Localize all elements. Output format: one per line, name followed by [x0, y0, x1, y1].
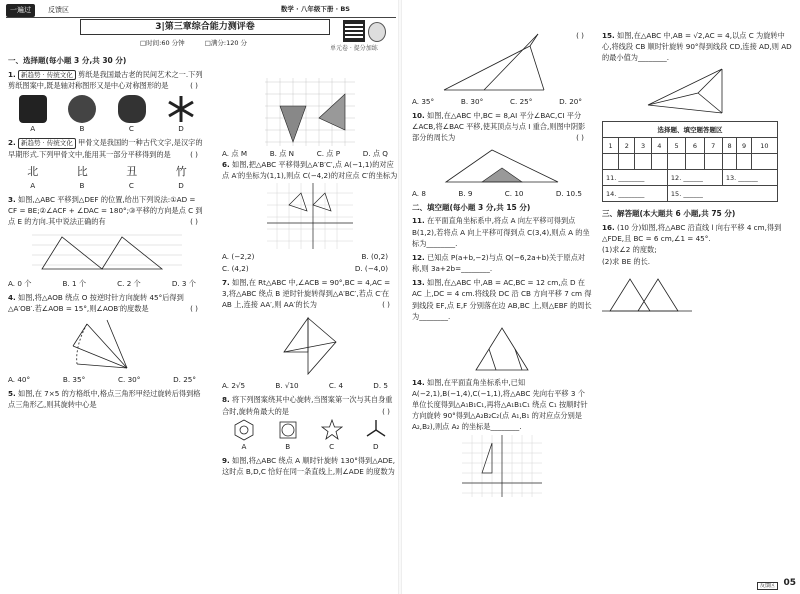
q5-options — [222, 148, 398, 159]
option-b[interactable]: B. 1 个 — [62, 278, 87, 288]
answer-cell[interactable] — [722, 154, 736, 170]
option-a[interactable]: A. 2√5 — [222, 381, 246, 391]
oracle-glyph-a: 北 — [27, 164, 39, 178]
snowflake-icon — [167, 95, 195, 123]
option-d[interactable]: D — [178, 124, 184, 134]
question-8: 8. 将下列图案绕其中心旋转,当图案第一次与其自身重合时,旋转角最大的是 ( ) A B C D — [222, 394, 398, 451]
option-b[interactable]: B — [79, 124, 85, 134]
question-15: 15. 如图,在△ABC 中,AB = √2,AC = 4,以点 C 为旋转中心,将线段 CB 顺时针旋转 90°得到线段 CD,连接 AD,则 AD 的最小值为________. — [602, 30, 792, 117]
option-a[interactable]: A. 40° — [8, 375, 31, 385]
question-9-cont: ( ) A. 35° B. 30° C. 25° D. 20° — [412, 30, 592, 107]
star-icon — [321, 419, 343, 441]
question-3: 3. 如图,△ABC 平移到△DEF 的位置,给出下列说法:①AD = CF = BE;②∠ACF + ∠DAC = 180°;③平移的方向是点 C 到点 E 的方向.其中说法正确的有 ( ) A. 0 个 B. 1 个 C. 2 个 D. 3 个 — [8, 194, 206, 289]
column-4 — [602, 30, 792, 320]
answer-num: 1 — [603, 138, 619, 154]
coordinate-figure — [267, 183, 353, 249]
paper-cut-figures — [8, 95, 206, 123]
question-7: 7. 如图,在 Rt△ABC 中,∠ACB = 90°,BC = 4,AC = 3,将△ABC 绕点 B 逆时针旋转得到△A′BC′,若点 C′在 AB 上,连接 AA′,则 AA′的长为 ( ) A. 2√5 B. √10 C. 4 D. 5 — [222, 277, 398, 392]
option-b[interactable]: B. 30° — [460, 97, 484, 106]
question-9: 9. 如图,将△ABC 绕点 A 顺时针旋转 130°得到△ADE,这时点 B,D,C 恰好在同一条直线上,则∠ADE 的度数为 — [222, 455, 396, 477]
option-c[interactable]: C. 25° — [509, 97, 533, 106]
fill-15[interactable]: 15. ______ — [667, 186, 777, 202]
option-b[interactable]: B. 9 — [458, 188, 473, 198]
option-c[interactable]: C — [128, 181, 134, 191]
question-14: 14. 如图,在平面直角坐标系中,已知 A(−2,1),B(−1,4),C(−1,1),将△ABC 先向右平移 3 个单位长度得到△A₁B₁C₁,再将△A₁B₁C₁ 绕点 C₁ 按顺时针方向旋转 90°得到△A₂B₂C₂(点 A₁,B₁ 的对应点分别是 A₂,B₂),则点 A₂ 的坐标是________. — [412, 377, 592, 497]
q10-options — [412, 188, 592, 199]
question-4: 4. 如图,将△AOB 绕点 O 按逆时针方向旋转 45°后得到△A′OB′.若∠AOB = 15°,则∠AOB′的度数是 ( ) A. 40° B. 35° C. 30° D. 25° — [8, 292, 206, 385]
exam-info — [140, 38, 265, 48]
answer-cell[interactable] — [704, 154, 722, 170]
q8-options — [222, 441, 398, 452]
square-flower-icon — [277, 419, 299, 441]
page-header — [6, 2, 396, 18]
question-6: 6. 如图,把△ABC 平移得到△A′B′C′,点 A(−1,1)的对应点 A′的坐标为(1,1),则点 C(−4,2)的对应点 C′的坐标为 A. (−2,2) B. (0,2) C. (4,2) D. (−4,0) — [222, 160, 398, 273]
option-d[interactable]: D — [178, 181, 184, 191]
score-label: □满分:120 分 — [204, 39, 248, 47]
answer-cell[interactable] — [686, 154, 704, 170]
q7-options — [222, 380, 398, 391]
fill-11[interactable]: 11. ________ — [603, 170, 668, 186]
question-2: 2. 新趋势 · 传统文化 甲骨文是我国的一种古代文字,是汉字的早期形式.下列甲骨文中,能用其一部分平移得到的是 ( ) 北 比 丑 竹 A B C D — [8, 137, 206, 191]
q1-options — [8, 123, 206, 134]
column-1 — [8, 52, 206, 414]
coordinate-grid-figure — [462, 435, 542, 497]
rt-triangle-figure — [278, 312, 342, 378]
question-tag: 新趋势 · 传统文化 — [18, 70, 76, 80]
rotation-segment-figure — [642, 65, 752, 117]
option-a[interactable]: A — [30, 181, 36, 191]
time-label: □时间:60 分钟 — [140, 39, 185, 47]
footer-label: 反馈区 — [757, 582, 778, 590]
section-title: 一、选择题(每小题 3 分,共 30 分) — [8, 56, 127, 65]
option-b[interactable]: B — [79, 181, 85, 191]
option-b[interactable]: B. 35° — [62, 375, 86, 385]
oracle-glyph-c: 丑 — [126, 164, 138, 178]
fill-14[interactable]: 14. ________ — [603, 186, 668, 202]
answer-num: 2 — [619, 138, 635, 154]
answer-num: 8 — [722, 138, 736, 154]
question-12: 12. 已知点 P(a+b,−2)与点 Q(−6,2a+b)关于原点对称,则 3a+2b=________. — [412, 252, 585, 274]
option-c[interactable]: C. 4 — [328, 381, 344, 391]
incenter-figure — [442, 146, 562, 186]
brand-logo: 一遍过 — [6, 4, 35, 17]
q6-options-row1 — [222, 251, 398, 262]
question-13: 13. 如图,在△ABC 中,AB = AC,BC = 12 cm,点 D 在 AC 上,DC = 4 cm.将线段 DC 沿 CB 方向平移 7 cm 得到线段 EF,点 E,F 分别落在边 AB,BC 上,则△EBF 的周长为________. — [412, 277, 592, 374]
question-1: 1. 新趋势 · 传统文化 剪纸是我国最古老的民间艺术之一.下列剪纸图案中,既是轴对称图形又是中心对称图形的是 ( ) A B C D — [8, 69, 206, 135]
option-b[interactable]: B. 点 N — [269, 149, 295, 158]
option-c[interactable]: C — [128, 124, 134, 134]
answer-num: 3 — [635, 138, 651, 154]
section-title: 二、填空题(每小题 3 分,共 15 分) — [412, 202, 531, 212]
option-c[interactable]: C. 2 个 — [117, 278, 141, 288]
oracle-glyph-d: 竹 — [175, 164, 187, 178]
q4-options — [8, 374, 206, 385]
option-d[interactable]: D. 10.5 — [555, 188, 582, 198]
tri-blade-icon — [365, 419, 387, 441]
isosceles-figure — [472, 324, 532, 374]
column-3 — [412, 28, 592, 500]
grid-rotation-figure — [265, 78, 355, 146]
option-a[interactable]: A. 0 个 — [8, 278, 32, 288]
qr-code[interactable] — [343, 20, 365, 42]
oracle-glyph-b: 比 — [76, 164, 88, 178]
paper-cut-c-icon — [118, 95, 146, 123]
option-b[interactable]: B. (0,2) — [361, 252, 388, 262]
subject-label: 数学 · 八年级下册 · BS — [280, 5, 350, 13]
option-d[interactable]: D. 25° — [173, 375, 196, 385]
section-title: 三、解答题(本大题共 6 小题,共 75 分) — [602, 209, 736, 219]
option-b[interactable]: B. √10 — [275, 381, 299, 391]
option-c[interactable]: C. 30° — [117, 375, 141, 385]
option-d[interactable]: D. (−4,0) — [354, 263, 388, 273]
paper-cut-b-icon — [68, 95, 96, 123]
answer-table-title: 选择题、填空题答题区 — [603, 122, 778, 138]
option-c[interactable]: C. 10 — [504, 188, 524, 198]
page-title: 3|第三章综合能力测评卷 — [80, 19, 330, 35]
question-5: 5. 如图,在 7×5 的方格纸中,格点三角形甲经过旋转后得到格点三角形乙,则其旋转中心是 — [8, 389, 201, 410]
fill-13[interactable]: 13. ______ — [722, 170, 777, 186]
answer-area — [602, 121, 792, 202]
qr-caption: 单元卷 · 提分加练 — [330, 45, 378, 52]
answer-num: 7 — [704, 138, 722, 154]
option-d[interactable]: D. 3 个 — [171, 278, 196, 288]
translation-line-figure — [602, 273, 692, 317]
page-spine — [398, 0, 402, 594]
answer-num: 10 — [751, 138, 777, 154]
option-c[interactable]: C. (4,2) — [222, 263, 249, 273]
question-16: 16. (10 分)如图,将△ABC 沿直线 l 向右平移 4 cm,得到△FDE,且 BC = 6 cm,∠1 = 45°. (1)求∠2 的度数; (2)求 BE 的长. — [602, 222, 792, 317]
hexagon-icon — [233, 419, 255, 441]
mascot-icon — [368, 22, 386, 42]
option-c[interactable]: C — [329, 441, 335, 451]
paper-cut-a-icon — [19, 95, 47, 123]
answer-cell[interactable] — [667, 154, 685, 170]
option-a[interactable]: A. 35° — [412, 97, 435, 106]
rotation-line-figure — [434, 30, 554, 94]
page-number: 05 — [783, 578, 796, 589]
option-a[interactable]: A. (−2,2) — [222, 252, 255, 262]
fill-12[interactable]: 12. ______ — [667, 170, 722, 186]
option-c[interactable]: C. 点 P — [316, 149, 341, 158]
option-b[interactable]: B — [285, 441, 291, 451]
q16-part-2: (2)求 BE 的长. — [602, 256, 651, 266]
option-a[interactable]: A. 8 — [412, 188, 426, 198]
question-10: 10. 如图,在△ABC 中,BC = 8,AI 平分∠BAC,CI 平分∠ACB,将∠BAC 平移,使其顶点与点 I 重合,则图中阴影部分的周长为 ( ) A. 8 B. 9 C. 10 D. 10.5 — [412, 110, 592, 199]
answer-cell[interactable] — [737, 154, 751, 170]
option-d[interactable]: D — [373, 441, 379, 451]
answer-cell[interactable] — [651, 154, 667, 170]
section-label: 反馈区 — [48, 6, 69, 14]
q2-options — [8, 180, 206, 191]
option-a[interactable]: A — [241, 441, 247, 451]
column-2 — [222, 78, 398, 480]
oracle-glyphs — [8, 163, 206, 180]
answer-num: 4 — [651, 138, 667, 154]
question-tag: 新趋势 · 传统文化 — [18, 138, 76, 148]
option-d[interactable]: D. 20° — [559, 97, 582, 106]
answer-table — [602, 121, 778, 202]
answer-num: 5 — [667, 138, 685, 154]
answer-cell[interactable] — [603, 154, 619, 170]
pattern-figures — [222, 419, 398, 441]
option-d[interactable]: D. 5 — [373, 381, 388, 391]
q9-options — [412, 96, 592, 107]
answer-cell[interactable] — [751, 154, 777, 170]
translation-figure — [32, 231, 182, 275]
answer-num: 6 — [686, 138, 704, 154]
q3-options — [8, 278, 206, 289]
answer-cell[interactable] — [619, 154, 635, 170]
option-a[interactable]: A. 点 M — [222, 149, 248, 158]
option-d[interactable]: D. 点 Q — [362, 149, 388, 158]
answer-num: 9 — [737, 138, 751, 154]
option-a[interactable]: A — [30, 124, 36, 134]
q16-part-1: (1)求∠2 的度数; — [602, 245, 657, 255]
rotation-figure — [67, 316, 147, 372]
question-11: 11. 在平面直角坐标系中,将点 A 向左平移可得到点 B(1,2),若将点 A 向上平移可得到点 C(3,4),则点 A 的坐标为________. — [412, 216, 590, 248]
q6-options-row2 — [222, 263, 398, 274]
answer-cell[interactable] — [635, 154, 651, 170]
